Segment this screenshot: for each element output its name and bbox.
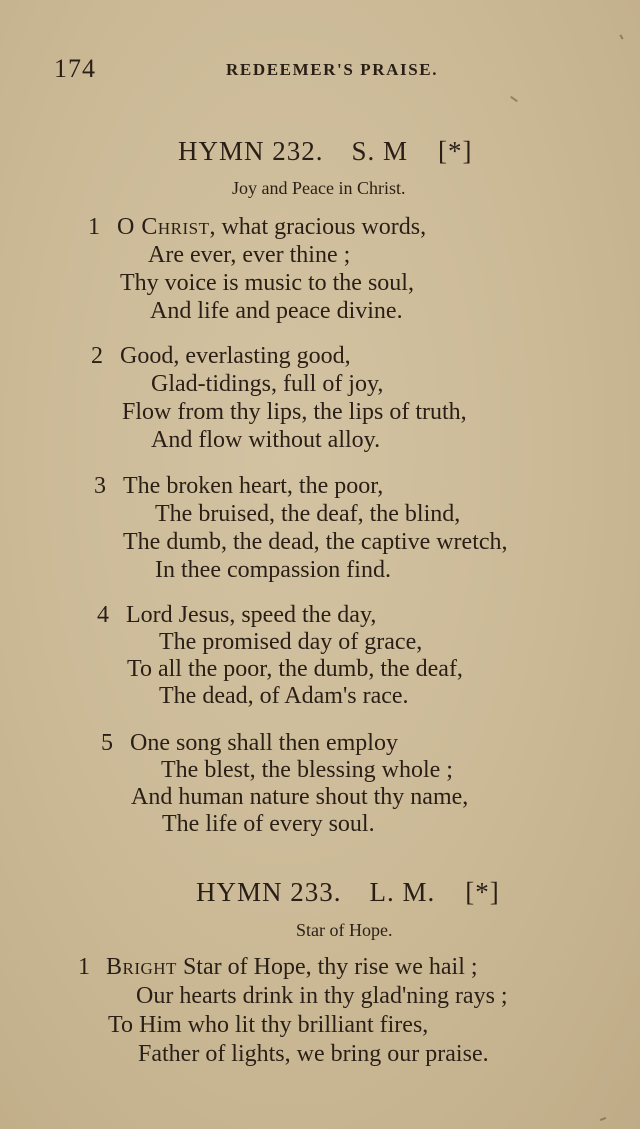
verse-number: 1 <box>88 214 100 240</box>
verse-line: Thy voice is music to the soul, <box>120 270 414 296</box>
verse-line: The dumb, the dead, the captive wretch, <box>123 529 508 555</box>
verse-line <box>106 953 478 981</box>
hymn-meter: L. M. <box>369 877 436 907</box>
hymn-subtitle: Joy and Peace in Christ. <box>232 178 406 198</box>
hymn-title <box>178 136 473 167</box>
verse-line: Lord Jesus, speed the day, <box>126 602 377 628</box>
verse-number: 3 <box>94 473 106 499</box>
verse-line: To all the poor, the dumb, the deaf, <box>127 656 463 682</box>
verse-line: Father of lights, we bring our praise. <box>138 1041 489 1067</box>
verse-line: Glad-tidings, full of joy, <box>151 371 384 397</box>
verse-line: The blest, the blessing whole ; <box>161 757 453 783</box>
verse-line: Our hearts drink in thy glad'ning rays ; <box>136 983 508 1009</box>
verse-line-lead: Bright <box>106 954 177 980</box>
verse-number: 2 <box>91 343 103 369</box>
verse-line: And human nature shout thy name, <box>131 784 469 810</box>
verse-line: The broken heart, the poor, <box>123 473 384 499</box>
hymn-title <box>196 877 500 908</box>
verse-line: Flow from thy lips, the lips of truth, <box>122 399 467 425</box>
paper-speck <box>600 1117 606 1121</box>
paper-speck <box>619 34 623 39</box>
hymn-number: HYMN 233. <box>196 877 342 907</box>
verse-number: 5 <box>101 730 113 756</box>
running-title: REDEEMER'S PRAISE. <box>226 60 439 79</box>
verse-line: Are ever, ever thine ; <box>148 242 351 268</box>
verse-line <box>117 213 426 241</box>
verse-line: And flow without alloy. <box>151 427 381 453</box>
verse-line: In thee compassion find. <box>155 557 391 583</box>
running-head <box>54 54 574 88</box>
hymn-mark: [*] <box>465 877 500 907</box>
verse-line: The promised day of grace, <box>159 629 423 655</box>
verse-line-text: , what gracious words, <box>209 214 427 240</box>
verse-line: The life of every soul. <box>162 811 375 837</box>
hymn-meter: S. M <box>351 136 409 166</box>
verse-number: 1 <box>78 954 90 980</box>
hymn-mark: [*] <box>438 136 473 166</box>
paper-speck <box>510 96 518 102</box>
verse-line: Good, everlasting good, <box>120 343 351 369</box>
verse-number: 4 <box>97 602 109 628</box>
verse-line: The dead, of Adam's race. <box>159 683 409 709</box>
verse-line: To Him who lit thy brilliant fires, <box>108 1012 429 1038</box>
page-number: 174 <box>54 54 96 83</box>
verse-line-text: Star of Hope, thy rise we hail ; <box>176 954 478 980</box>
hymn-number: HYMN 232. <box>178 136 324 166</box>
verse-line: One song shall then employ <box>130 730 398 756</box>
hymn-subtitle: Star of Hope. <box>296 920 393 940</box>
verse-line: The bruised, the deaf, the blind, <box>155 501 461 527</box>
verse-line: And life and peace divine. <box>150 298 403 324</box>
verse-line-lead: O Christ <box>117 214 210 240</box>
